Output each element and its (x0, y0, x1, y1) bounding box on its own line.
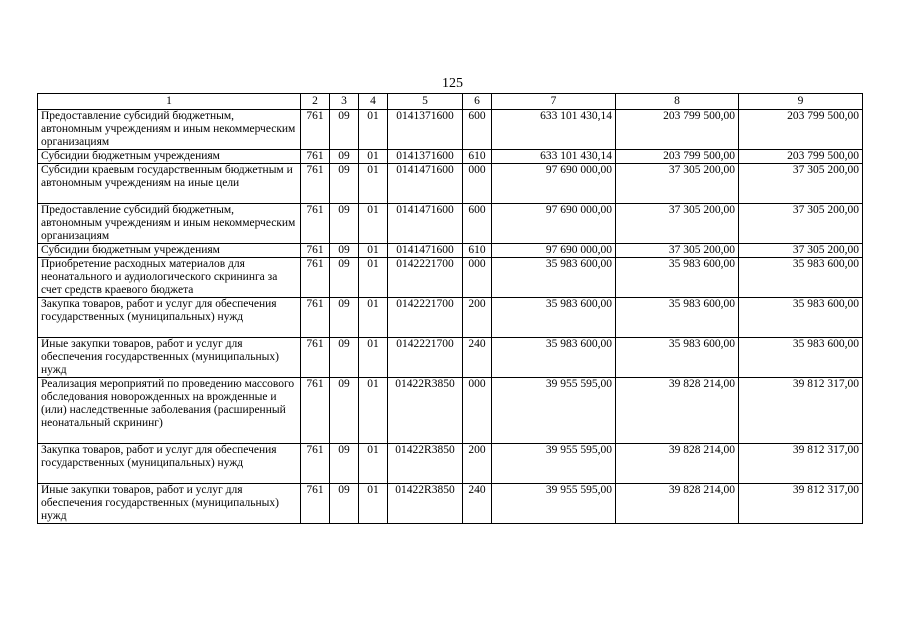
cell-ministry: 761 (301, 298, 330, 338)
cell-subsection: 01 (359, 298, 388, 338)
table-row (38, 204, 863, 244)
cell-amount-col9: 37 305 200,00 (739, 204, 863, 244)
cell-amount-col8: 35 983 600,00 (616, 298, 739, 338)
cell-expense-type: 240 (463, 484, 492, 524)
cell-section: 09 (330, 204, 359, 244)
table-row (38, 338, 863, 378)
cell-subsection: 01 (359, 164, 388, 204)
cell-amount-col9: 35 983 600,00 (739, 258, 863, 298)
row-name: Субсидии краевым государственным бюджетным и автономным учреждениям на иные цели (38, 164, 301, 204)
cell-ministry: 761 (301, 110, 330, 150)
cell-subsection: 01 (359, 338, 388, 378)
cell-subsection: 01 (359, 258, 388, 298)
column-header: 9 (739, 94, 863, 110)
cell-section: 09 (330, 258, 359, 298)
row-name: Закупка товаров, работ и услуг для обеспечения государственных (муниципальных) нужд (38, 444, 301, 484)
column-header: 4 (359, 94, 388, 110)
cell-amount-col7: 633 101 430,14 (492, 110, 616, 150)
cell-target-article: 0142221700 (388, 258, 463, 298)
column-header: 2 (301, 94, 330, 110)
cell-amount-col9: 37 305 200,00 (739, 164, 863, 204)
column-header: 3 (330, 94, 359, 110)
cell-amount-col8: 39 828 214,00 (616, 378, 739, 444)
cell-amount-col9: 35 983 600,00 (739, 298, 863, 338)
cell-section: 09 (330, 444, 359, 484)
column-header: 5 (388, 94, 463, 110)
cell-target-article: 0141371600 (388, 150, 463, 164)
cell-ministry: 761 (301, 444, 330, 484)
cell-amount-col8: 203 799 500,00 (616, 150, 739, 164)
row-name: Иные закупки товаров, работ и услуг для обеспечения государственных (муниципальных) нужд (38, 484, 301, 524)
header-row (38, 94, 863, 110)
cell-subsection: 01 (359, 378, 388, 444)
cell-section: 09 (330, 150, 359, 164)
row-name: Закупка товаров, работ и услуг для обеспечения государственных (муниципальных) нужд (38, 298, 301, 338)
cell-amount-col7: 39 955 595,00 (492, 444, 616, 484)
cell-amount-col9: 37 305 200,00 (739, 244, 863, 258)
cell-expense-type: 000 (463, 378, 492, 444)
table-row (38, 164, 863, 204)
cell-amount-col9: 39 812 317,00 (739, 484, 863, 524)
table-row (38, 244, 863, 258)
table-row (38, 298, 863, 338)
table-row (38, 444, 863, 484)
cell-amount-col7: 35 983 600,00 (492, 298, 616, 338)
cell-amount-col8: 37 305 200,00 (616, 204, 739, 244)
cell-ministry: 761 (301, 258, 330, 298)
cell-section: 09 (330, 378, 359, 444)
cell-target-article: 01422R3850 (388, 378, 463, 444)
cell-subsection: 01 (359, 110, 388, 150)
cell-expense-type: 610 (463, 244, 492, 258)
cell-amount-col7: 97 690 000,00 (492, 204, 616, 244)
cell-expense-type: 200 (463, 298, 492, 338)
cell-subsection: 01 (359, 484, 388, 524)
cell-expense-type: 240 (463, 338, 492, 378)
cell-expense-type: 610 (463, 150, 492, 164)
cell-expense-type: 200 (463, 444, 492, 484)
cell-target-article: 0142221700 (388, 338, 463, 378)
cell-amount-col9: 35 983 600,00 (739, 338, 863, 378)
table-row (38, 378, 863, 444)
cell-section: 09 (330, 164, 359, 204)
cell-expense-type: 000 (463, 164, 492, 204)
cell-amount-col9: 203 799 500,00 (739, 110, 863, 150)
cell-target-article: 0141471600 (388, 244, 463, 258)
column-header: 6 (463, 94, 492, 110)
cell-amount-col8: 35 983 600,00 (616, 338, 739, 378)
cell-amount-col7: 97 690 000,00 (492, 244, 616, 258)
cell-amount-col9: 39 812 317,00 (739, 444, 863, 484)
cell-amount-col7: 39 955 595,00 (492, 484, 616, 524)
cell-ministry: 761 (301, 338, 330, 378)
cell-amount-col7: 97 690 000,00 (492, 164, 616, 204)
cell-target-article: 01422R3850 (388, 444, 463, 484)
cell-amount-col8: 37 305 200,00 (616, 244, 739, 258)
budget-table (37, 93, 863, 524)
row-name: Приобретение расходных материалов для неонатального и аудиологического скрининга за счет средств краевого бюджета (38, 258, 301, 298)
cell-ministry: 761 (301, 484, 330, 524)
table-row (38, 258, 863, 298)
cell-ministry: 761 (301, 164, 330, 204)
row-name: Субсидии бюджетным учреждениям (38, 150, 301, 164)
cell-amount-col8: 39 828 214,00 (616, 444, 739, 484)
cell-target-article: 01422R3850 (388, 484, 463, 524)
cell-section: 09 (330, 244, 359, 258)
cell-section: 09 (330, 298, 359, 338)
column-header: 1 (38, 94, 301, 110)
cell-ministry: 761 (301, 378, 330, 444)
cell-amount-col9: 203 799 500,00 (739, 150, 863, 164)
cell-section: 09 (330, 484, 359, 524)
cell-section: 09 (330, 110, 359, 150)
cell-amount-col7: 39 955 595,00 (492, 378, 616, 444)
cell-target-article: 0142221700 (388, 298, 463, 338)
cell-subsection: 01 (359, 150, 388, 164)
table-row (38, 110, 863, 150)
column-header: 7 (492, 94, 616, 110)
cell-amount-col8: 37 305 200,00 (616, 164, 739, 204)
page-number: 125 (442, 76, 463, 91)
cell-subsection: 01 (359, 244, 388, 258)
cell-ministry: 761 (301, 150, 330, 164)
row-name: Предоставление субсидий бюджетным, автономным учреждениям и иным некоммерческим организациям (38, 204, 301, 244)
row-name: Предоставление субсидий бюджетным, автономным учреждениям и иным некоммерческим организациям (38, 110, 301, 150)
table-row (38, 150, 863, 164)
cell-section: 09 (330, 338, 359, 378)
cell-amount-col8: 39 828 214,00 (616, 484, 739, 524)
cell-ministry: 761 (301, 244, 330, 258)
cell-subsection: 01 (359, 444, 388, 484)
row-name: Иные закупки товаров, работ и услуг для обеспечения государственных (муниципальных) нужд (38, 338, 301, 378)
table-row (38, 484, 863, 524)
cell-expense-type: 000 (463, 258, 492, 298)
row-name: Субсидии бюджетным учреждениям (38, 244, 301, 258)
cell-amount-col7: 35 983 600,00 (492, 258, 616, 298)
column-header: 8 (616, 94, 739, 110)
cell-expense-type: 600 (463, 110, 492, 150)
cell-target-article: 0141471600 (388, 204, 463, 244)
cell-amount-col7: 633 101 430,14 (492, 150, 616, 164)
cell-amount-col8: 35 983 600,00 (616, 258, 739, 298)
cell-amount-col9: 39 812 317,00 (739, 378, 863, 444)
cell-expense-type: 600 (463, 204, 492, 244)
cell-target-article: 0141471600 (388, 164, 463, 204)
cell-amount-col8: 203 799 500,00 (616, 110, 739, 150)
cell-target-article: 0141371600 (388, 110, 463, 150)
cell-amount-col7: 35 983 600,00 (492, 338, 616, 378)
cell-subsection: 01 (359, 204, 388, 244)
row-name: Реализация мероприятий по проведению массового обследования новорожденных на врожденные и (или) наследственные заболевания (расширенный неонатальный скрининг) (38, 378, 301, 444)
cell-ministry: 761 (301, 204, 330, 244)
